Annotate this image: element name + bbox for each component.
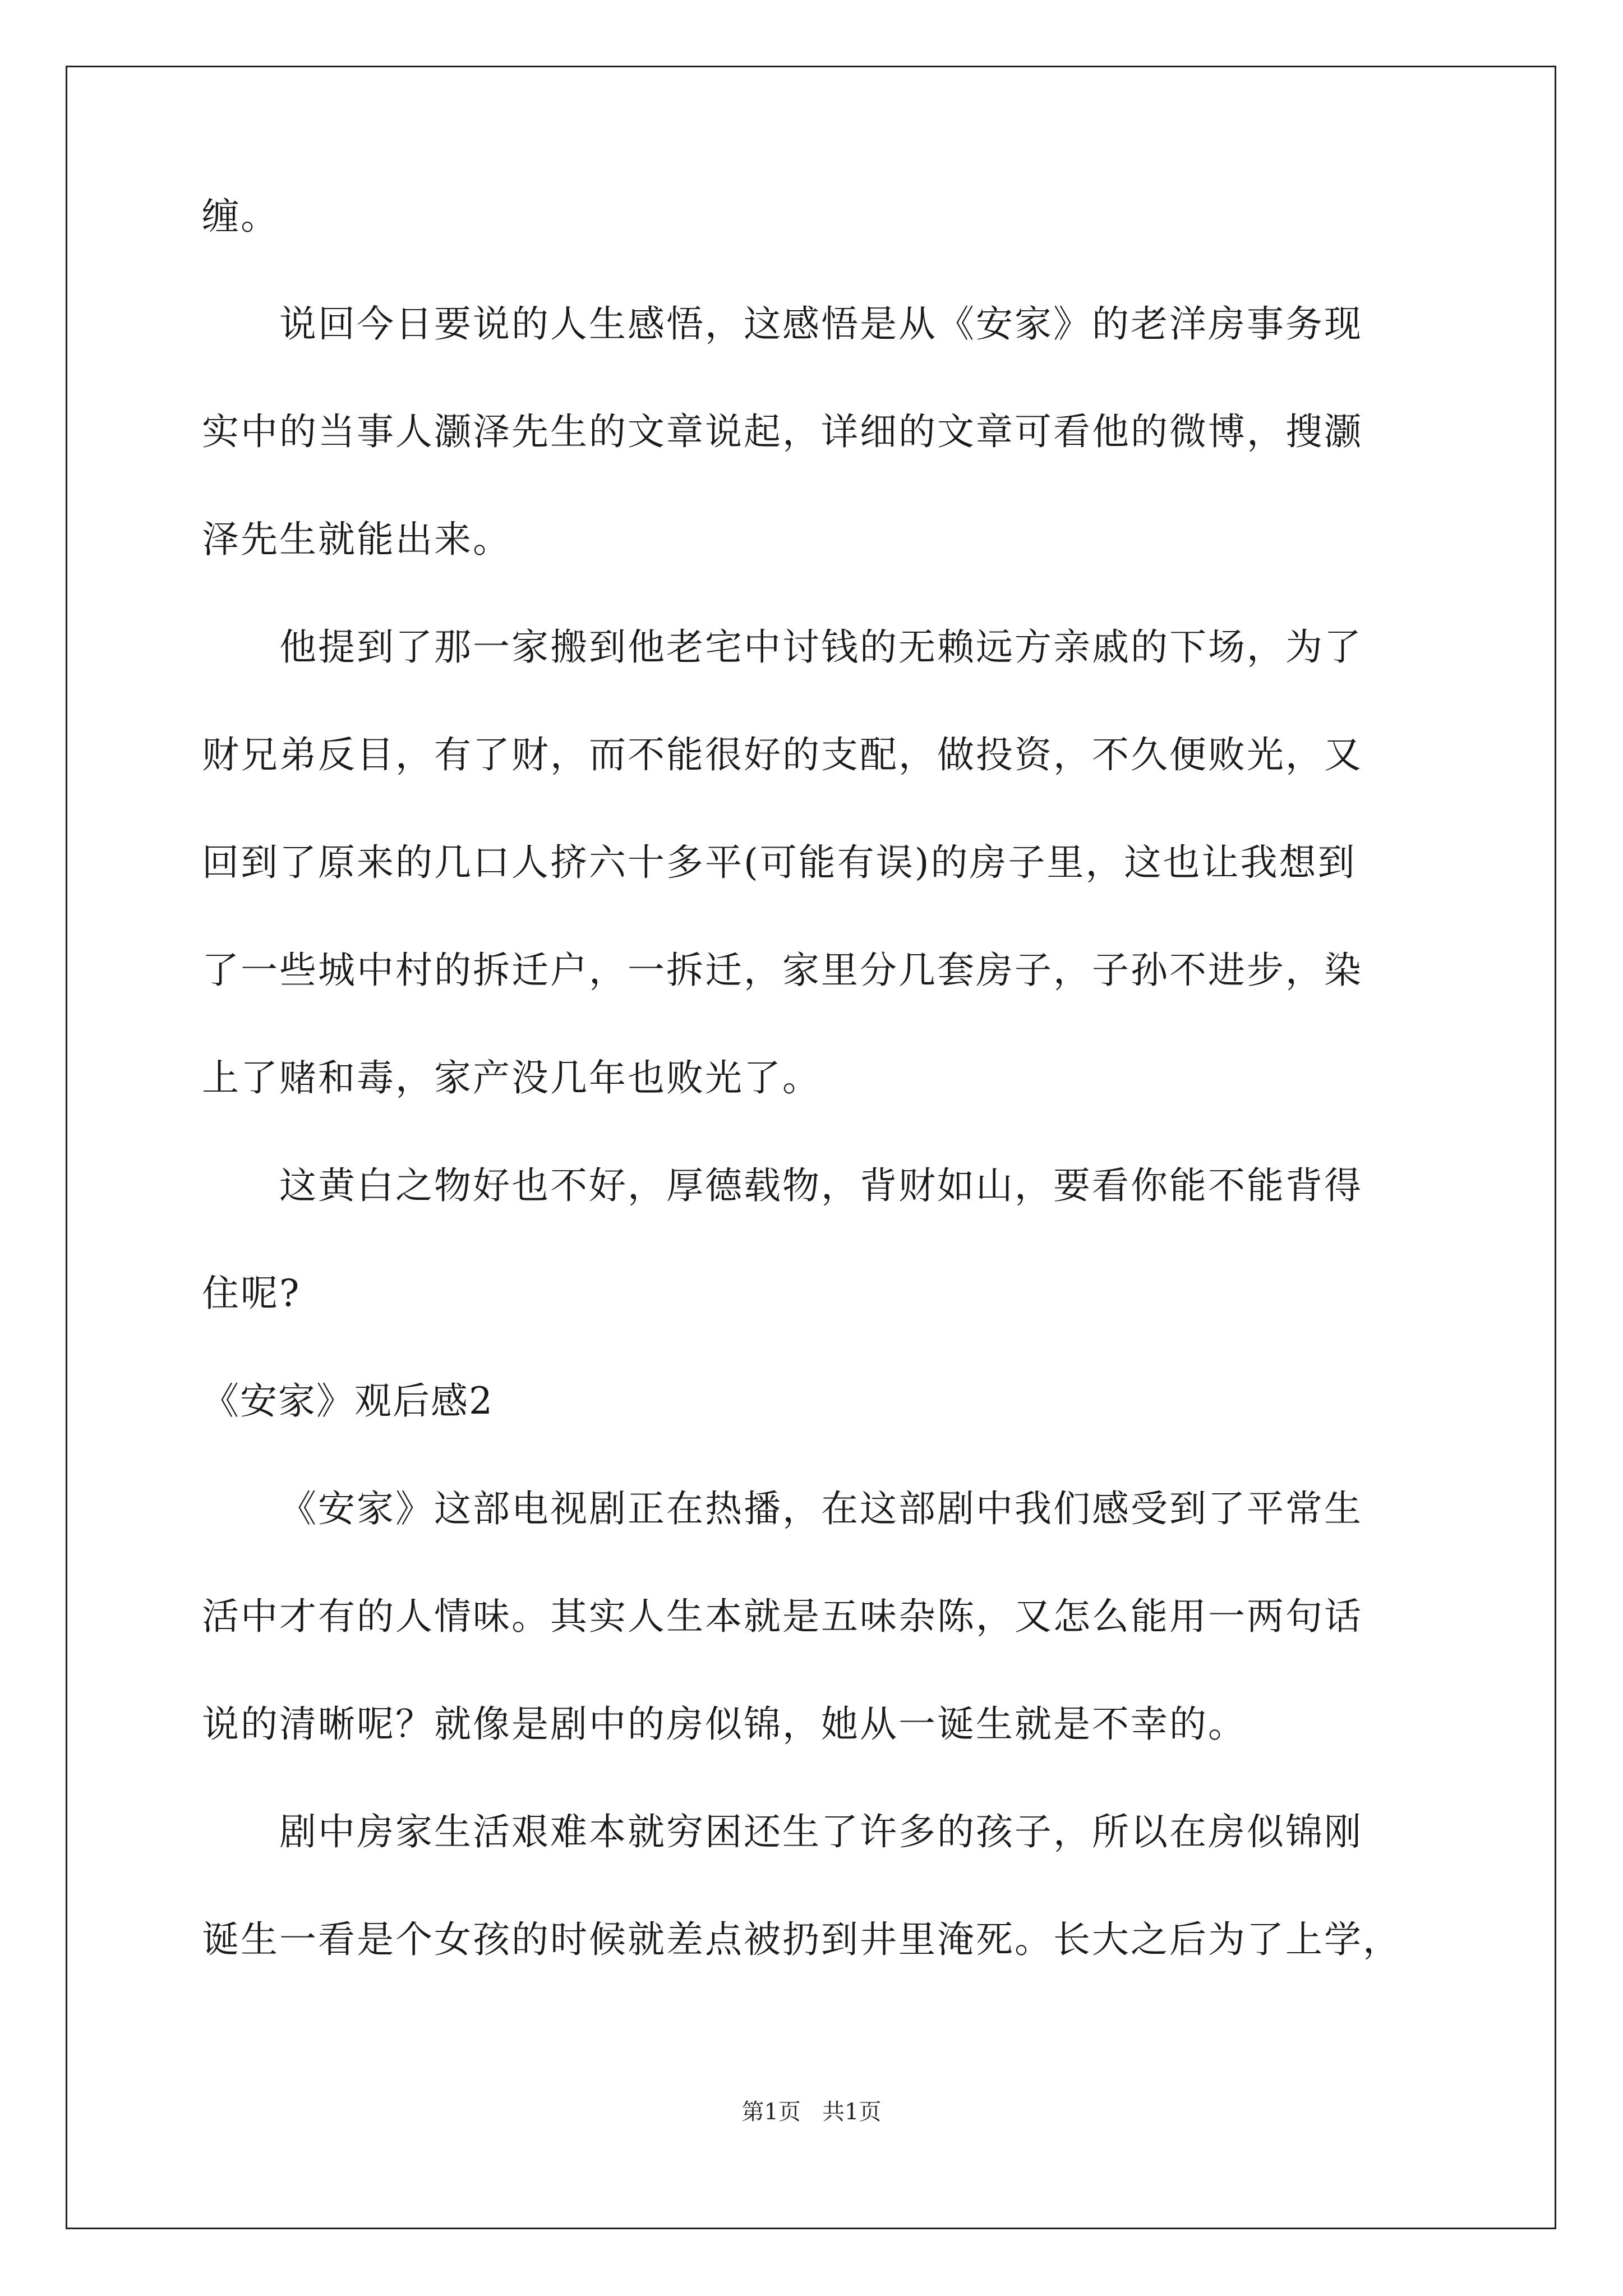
text-line: 《安家》这部电视剧正在热播，在这部剧中我们感受到了平常生 xyxy=(279,1487,1363,1530)
text-line: 诞生一看是个女孩的时候就差点被扔到井里淹死。长大之后为了上学， xyxy=(202,1918,1401,1961)
text-line: 缠。 xyxy=(202,195,279,238)
section-heading: 《安家》观后感2 xyxy=(202,1379,494,1423)
text-line: 财兄弟反目，有了财，而不能很好的支配，做投资，不久便败光，又 xyxy=(202,733,1363,776)
text-line: 说的清晰呢？就像是剧中的房似锦，她从一诞生就是不幸的。 xyxy=(202,1703,1247,1746)
text-line: 他提到了那一家搬到他老宅中讨钱的无赖远方亲戚的下场，为了 xyxy=(279,625,1363,669)
paragraph xyxy=(202,1805,1436,1967)
paragraph xyxy=(202,1159,1436,1320)
paragraph xyxy=(202,297,1436,567)
text-line: 说回今日要说的人生感悟，这感悟是从《安家》的老洋房事务现 xyxy=(279,302,1363,346)
text-line: 这黄白之物好也不好，厚德载物，背财如山，要看你能不能背得 xyxy=(279,1164,1363,1207)
text-line: 回到了原来的几口人挤六十多平(可能有误)的房子里，这也让我想到 xyxy=(202,841,1357,884)
paragraph xyxy=(202,1482,1436,1751)
text-line: 泽先生就能出来。 xyxy=(202,518,511,561)
text-line: 实中的当事人灏泽先生的文章说起，详细的文章可看他的微博，搜灏 xyxy=(202,410,1363,453)
text-line: 上了赌和毒，家产没几年也败光了。 xyxy=(202,1056,821,1099)
text-line: 剧中房家生活艰难本就穷困还生了许多的孩子，所以在房似锦刚 xyxy=(279,1810,1363,1853)
page-footer: 第1页 共1页 xyxy=(741,2099,882,2125)
paragraph xyxy=(202,620,1436,1105)
text-line: 了一些城中村的拆迁户，一拆迁，家里分几套房子，子孙不进步，染 xyxy=(202,949,1363,992)
paragraph-continuation xyxy=(202,190,1436,243)
document-body xyxy=(202,190,1436,1967)
text-line: 活中才有的人情味。其实人生本就是五味杂陈，又怎么能用一两句话 xyxy=(202,1595,1363,1638)
text-line: 住呢? xyxy=(202,1272,301,1315)
